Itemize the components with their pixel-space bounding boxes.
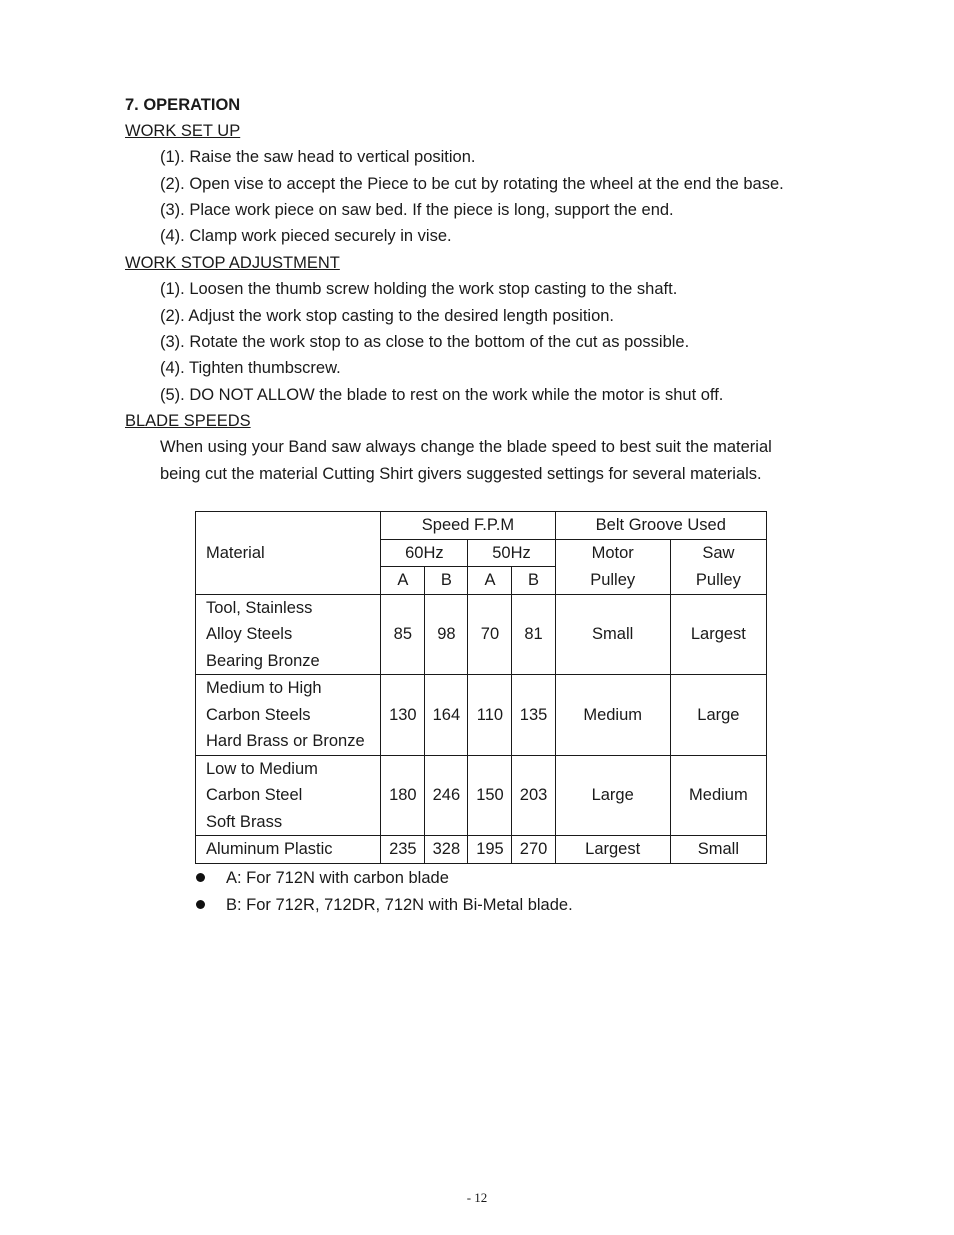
cell-motor-pulley: Small — [555, 594, 670, 675]
material-line: Low to Medium — [206, 759, 318, 778]
material-line: Soft Brass — [206, 812, 283, 831]
cell-60hz-a: 85 — [381, 594, 425, 675]
table-row — [196, 675, 767, 756]
header-60hz-a: A — [381, 567, 425, 595]
cell-motor-pulley: Large — [555, 755, 670, 836]
section-title: 7. OPERATION — [125, 96, 241, 114]
list-item: (2). Open vise to accept the Piece to be cut by rotating the wheel at the end the base. — [160, 175, 784, 193]
cell-material — [196, 755, 381, 836]
list-item: (2). Adjust the work stop casting to the desired length position. — [160, 307, 615, 325]
header-60hz-b: B — [425, 567, 468, 595]
page-number: - 12 — [466, 1190, 488, 1205]
header-50hz-a: A — [468, 567, 512, 595]
cell-60hz-b: 98 — [425, 594, 468, 675]
cell-saw-pulley: Small — [670, 836, 766, 864]
cell-saw-pulley: Largest — [670, 594, 766, 675]
material-line: Medium to High — [206, 679, 322, 697]
heading-blade-speeds: BLADE SPEEDS — [125, 412, 251, 430]
paragraph-line: When using your Band saw always change the blade speed to best suit the material — [160, 438, 772, 456]
list-item: (5). DO NOT ALLOW the blade to rest on the work while the motor is shut off. — [160, 386, 724, 404]
header-50hz: 50Hz — [468, 539, 555, 567]
list-item: (1). Raise the saw head to vertical position. — [160, 148, 476, 166]
cell-60hz-a: 235 — [381, 836, 425, 864]
header-motor-line: Motor — [591, 544, 634, 562]
header-saw-line: Saw — [702, 544, 735, 562]
table-row — [196, 836, 767, 864]
cell-50hz-a: 195 — [468, 836, 512, 864]
bullet-icon — [196, 873, 205, 882]
cell-motor-pulley: Medium — [555, 675, 670, 756]
header-motor-pulley — [555, 539, 670, 594]
cell-50hz-b: 81 — [512, 594, 555, 675]
header-motor-line: Pulley — [590, 570, 636, 589]
cell-material — [196, 836, 381, 864]
cell-material — [196, 675, 381, 756]
header-saw-line: Pulley — [695, 570, 741, 589]
list-item: (3). Place work piece on saw bed. If the piece is long, support the end. — [160, 201, 674, 219]
cell-60hz-a: 130 — [381, 675, 425, 756]
table-row — [196, 594, 767, 675]
heading-work-set-up: WORK SET UP — [125, 122, 241, 140]
list-item: (3). Rotate the work stop to as close to the bottom of the cut as possible. — [160, 333, 690, 351]
cell-50hz-b: 270 — [512, 836, 555, 864]
material-line: Carbon Steel — [206, 786, 303, 804]
material-line: Alloy Steels — [206, 625, 293, 643]
header-60hz: 60Hz — [381, 539, 468, 567]
cell-motor-pulley: Largest — [555, 836, 670, 864]
cell-material — [196, 594, 381, 675]
material-line: Aluminum Plastic — [206, 840, 333, 858]
header-speed: Speed F.P.M — [381, 512, 555, 540]
note-text: A: For 712N with carbon blade — [226, 869, 449, 887]
cell-saw-pulley: Medium — [670, 755, 766, 836]
blade-speed-table — [195, 511, 767, 864]
paragraph-line: being cut the material Cutting Shirt givers suggested settings for several materials. — [160, 465, 762, 483]
header-50hz-b: B — [512, 567, 555, 595]
cell-50hz-a: 110 — [468, 675, 512, 756]
cell-60hz-b: 246 — [425, 755, 468, 836]
cell-50hz-a: 70 — [468, 594, 512, 675]
material-line: Hard Brass or Bronze — [206, 732, 365, 750]
list-item: (4). Clamp work pieced securely in vise. — [160, 227, 452, 245]
heading-work-stop: WORK STOP ADJUSTMENT — [125, 254, 340, 272]
material-line: Carbon Steels — [206, 705, 311, 724]
material-line: Tool, Stainless — [206, 598, 313, 617]
cell-60hz-b: 328 — [425, 836, 468, 864]
cell-60hz-a: 180 — [381, 755, 425, 836]
cell-60hz-b: 164 — [425, 675, 468, 756]
bullet-icon — [196, 900, 205, 909]
header-belt-groove: Belt Groove Used — [555, 512, 766, 540]
header-saw-pulley — [670, 539, 766, 594]
cell-50hz-b: 203 — [512, 755, 555, 836]
list-item: (1). Loosen the thumb screw holding the work stop casting to the shaft. — [160, 280, 678, 298]
cell-saw-pulley: Large — [670, 675, 766, 756]
note-text: B: For 712R, 712DR, 712N with Bi-Metal blade. — [226, 895, 573, 914]
cell-50hz-a: 150 — [468, 755, 512, 836]
cell-50hz-b: 135 — [512, 675, 555, 756]
table-row — [196, 755, 767, 836]
list-item: (4). Tighten thumbscrew. — [160, 359, 341, 377]
header-material: Material — [196, 512, 381, 595]
material-line: Bearing Bronze — [206, 651, 320, 670]
